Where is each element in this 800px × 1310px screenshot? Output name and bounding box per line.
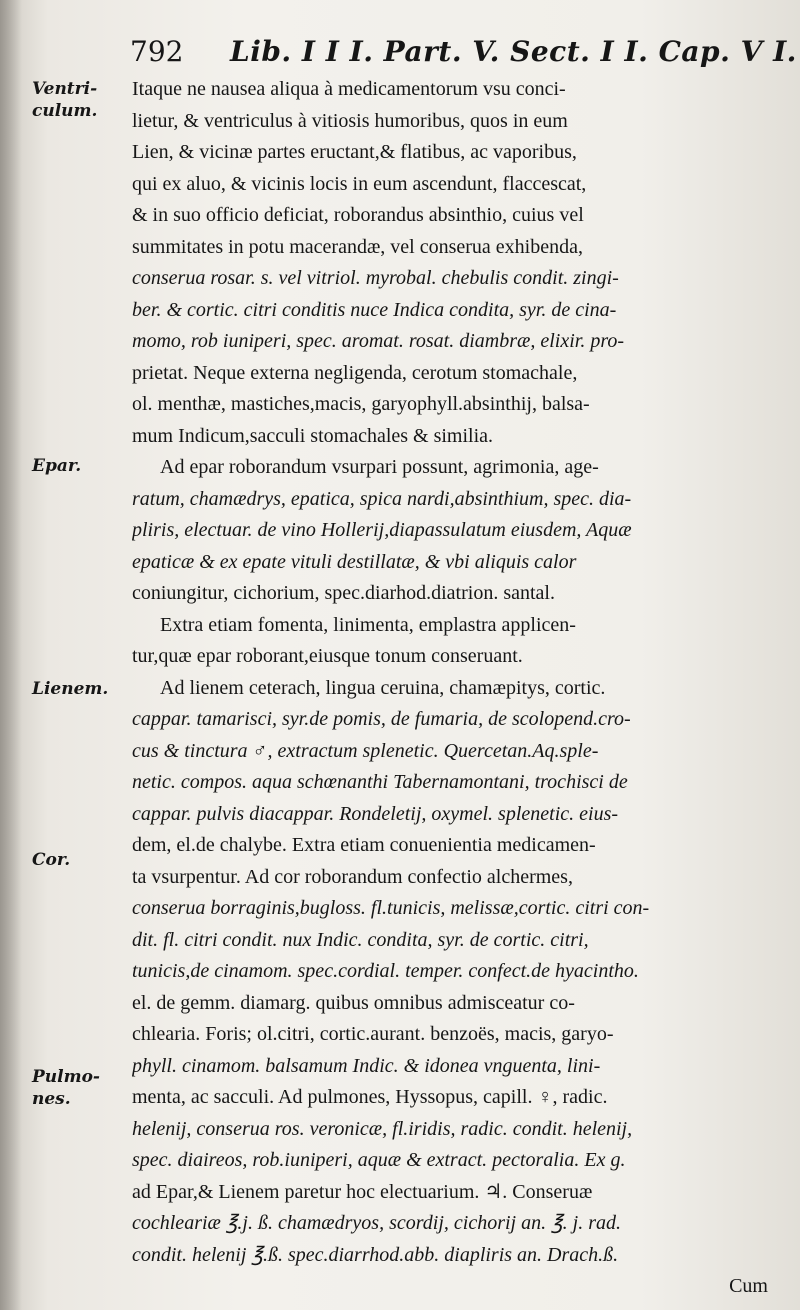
text-line: lietur, & ventriculus à vitiosis humoribus, quos in eum — [132, 109, 568, 132]
text-line: tur,quæ epar roborant,eiusque tonum conseruant. — [132, 645, 523, 667]
text-line: ad Epar,& Lienem paretur hoc electuarium. ♃. Conseruæ — [132, 1180, 593, 1203]
margin-note-line: Ventri- — [32, 79, 98, 99]
text-line: prietat. Neque externa negligenda, cerotum stomachale, — [132, 361, 578, 384]
page-header — [130, 30, 797, 74]
text-line: summitates in potu macerandæ, vel conserua exhibenda, — [132, 235, 583, 258]
margin-note-line: culum. — [32, 101, 98, 121]
text-line: menta, ac sacculi. Ad pulmones, Hyssopus, capill. ♀, radic. — [132, 1086, 608, 1108]
text-line: epaticæ & ex epate vituli destillatæ, & vbi aliquis calor — [132, 550, 577, 573]
body-text — [132, 74, 768, 1303]
text-line: condit. helenij ℥.ß. spec.diarrhod.abb. diapliris an. Drach.ß. — [132, 1243, 619, 1266]
text-line: mum Indicum,sacculi stomachales & similia. — [132, 424, 494, 447]
text-line: chlearia. Foris; ol.citri, cortic.aurant. benzoës, macis, garyo- — [132, 1023, 614, 1045]
text-line: Extra etiam fomenta, linimenta, emplastra applicen- — [160, 613, 576, 636]
text-line: el. de gemm. diamarg. quibus omnibus admisceatur co- — [132, 991, 575, 1014]
text-line: spec. diaireos, rob.iuniperi, aquæ & extract. pectoralia. Ex g. — [132, 1149, 626, 1171]
text-line: pliris, electuar. de vino Hollerij,diapassulatum eiusdem, Aquæ — [132, 519, 632, 541]
margin-note-line: Lienem. — [32, 679, 109, 699]
text-line: tunicis,de cinamom. spec.cordial. temper. confect.de hyacintho. — [132, 960, 639, 982]
margin-note-lienem — [32, 678, 130, 700]
page-number: 792 — [130, 35, 184, 68]
text-line: Ad lienem ceterach, lingua ceruina, chamæpitys, cortic. — [160, 676, 606, 699]
text-line: phyll. cinamom. balsamum Indic. & idonea vnguenta, lini- — [132, 1054, 601, 1077]
gutter-shadow — [0, 0, 22, 1310]
text-line: momo, rob iuniperi, spec. aromat. rosat. diambræ, elixir. pro- — [132, 330, 625, 352]
text-line: Ad epar roborandum vsurpari possunt, agrimonia, age- — [160, 456, 599, 478]
text-line: conserua borraginis,bugloss. fl.tunicis, melissæ,cortic. citri con- — [132, 897, 650, 919]
text-line: Lien, & vicinæ partes eructant,& flatibus, ac vaporibus, — [132, 141, 577, 163]
text-line: cus & tinctura ♂, extractum splenetic. Quercetan.Aq.sple- — [132, 739, 599, 762]
text-line: ratum, chamædrys, epatica, spica nardi,absinthium, spec. dia- — [132, 487, 632, 510]
catchword: Cum — [729, 1275, 768, 1297]
text-line: cappar. tamarisci, syr.de pomis, de fumaria, de scolopend.cro- — [132, 708, 631, 730]
text-line: ber. & cortic. citri conditis nuce Indica condita, syr. de cina- — [132, 298, 617, 321]
text-line: coniungitur, cichorium, spec.diarhod.diatrion. santal. — [132, 582, 555, 604]
margin-note-line: nes. — [32, 1089, 71, 1109]
text-line: & in suo officio deficiat, roborandus absinthio, cuius vel — [132, 204, 584, 226]
text-line: cochleariæ ℥.j. ß. chamædryos, scordij, cichorij an. ℥. j. rad. — [132, 1212, 621, 1234]
margin-note-line: Pulmo- — [32, 1067, 100, 1087]
text-line: dit. fl. citri condit. nux Indic. condita, syr. de cortic. citri, — [132, 928, 589, 951]
text-line: Itaque ne nausea aliqua à medicamentorum vsu conci- — [132, 78, 566, 100]
text-line: helenij, conserua ros. veronicæ, fl.iridis, radic. condit. helenij, — [132, 1117, 633, 1140]
margin-note-line: Epar. — [32, 456, 82, 476]
margin-note-cor — [32, 849, 130, 871]
margin-note-line: Cor. — [32, 850, 71, 870]
running-head: Lib. I I I. Part. V. Sect. I I. Cap. V I. — [230, 35, 797, 68]
text-line: ol. menthæ, mastiches,macis, garyophyll.absinthij, balsa- — [132, 393, 590, 415]
text-line: qui ex aluo, & vicinis locis in eum ascendunt, flaccescat, — [132, 172, 587, 195]
text-line: netic. compos. aqua schœnanthi Tabernamontani, trochisci de — [132, 771, 628, 793]
margin-note-ventriculum — [32, 78, 130, 122]
text-line: ta vsurpentur. Ad cor roborandum confectio alchermes, — [132, 865, 573, 888]
margin-note-epar — [32, 455, 130, 477]
text-line: conserua rosar. s. vel vitriol. myrobal. chebulis condit. zingi- — [132, 267, 619, 289]
text-line: dem, el.de chalybe. Extra etiam conuenientia medicamen- — [132, 834, 596, 856]
margin-note-pulmones — [32, 1066, 130, 1110]
text-line: cappar. pulvis diacappar. Rondeletij, oxymel. splenetic. eius- — [132, 802, 619, 825]
